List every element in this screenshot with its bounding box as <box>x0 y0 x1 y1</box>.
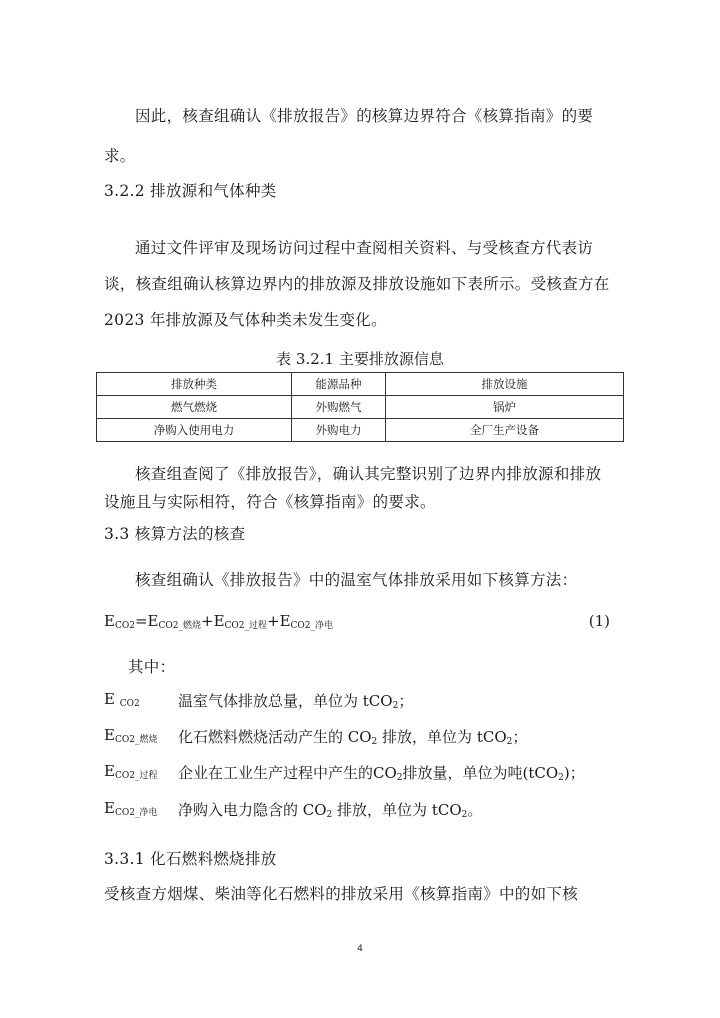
formula-symbol: E <box>279 612 291 630</box>
formula-subscript: CO2_燃烧 <box>158 621 201 631</box>
chemical-subscript: 2 <box>392 701 399 711</box>
formula-symbol: E <box>104 612 115 630</box>
section-heading-3-3-1: 3.3.1 化石燃料燃烧排放 <box>104 850 277 868</box>
table-header-cell: 排放种类 <box>97 373 292 396</box>
table-header-cell: 能源品种 <box>292 373 386 396</box>
chemical-subscript: 2 <box>326 810 333 820</box>
definition-symbol <box>104 690 140 709</box>
definition-text-part: ； <box>512 728 528 746</box>
table-cell: 锅炉 <box>386 396 624 419</box>
paragraph-verification-result: 核查组查阅了《排放报告》，确认其完整识别了边界内排放源和排放设施且与实际相符，符合《核算指南》的要求。 <box>104 465 602 511</box>
table-row <box>97 396 624 419</box>
formula-operator: = <box>134 612 148 630</box>
section-heading-3-3: 3.3 核算方法的核查 <box>104 525 246 543</box>
formula-subscript: CO2_过程 <box>224 621 268 631</box>
page-number: 4 <box>357 944 363 954</box>
paragraph-fossil-fuel: 受核查方烟煤、柴油等化石燃料的排放采用《核算指南》中的如下核 <box>104 885 579 903</box>
table-cell: 外购燃气 <box>292 396 386 419</box>
table-cell: 全厂生产设备 <box>386 419 624 442</box>
definition-text-part: ； <box>398 692 414 710</box>
chemical-subscript: 2 <box>396 773 403 783</box>
formula-operator: + <box>200 612 214 630</box>
table-cell: 燃气燃烧 <box>97 396 292 419</box>
definition-symbol <box>104 799 157 818</box>
definition-text-part: )； <box>563 764 585 782</box>
chemical-subscript: 2 <box>558 773 564 783</box>
emission-source-table <box>96 372 624 442</box>
chemical-subscript: 2 <box>461 810 468 820</box>
formula-symbol: E <box>104 799 115 817</box>
paragraph-boundary-conclusion: 因此，核查组确认《排放报告》的核算边界符合《核算指南》的要求。 <box>104 107 594 165</box>
formula-symbol: E <box>104 690 115 708</box>
formula-subscript: CO2_燃烧 <box>114 735 158 745</box>
formula-subscript: CO2_过程 <box>114 771 158 781</box>
table-header-cell: 排放设施 <box>386 373 624 396</box>
table-header-row <box>97 373 624 396</box>
formula-subscript: CO2_净电 <box>114 808 158 818</box>
definition-text-part: 排放，单位为 tCO <box>377 728 507 746</box>
paragraph-emission-sources: 通过文件评审及现场访问过程中查阅相关资料、与受核查方代表访谈，核查组确认核算边界内的排放源及排放设施如下表所示。受核查方在 2023 年排放源及气体种类未发生变化。 <box>104 239 610 329</box>
table-cell: 净购入使用电力 <box>97 419 292 442</box>
formula-symbol: E <box>104 762 115 780</box>
formula-symbol: E <box>104 726 115 744</box>
chemical-subscript: 2 <box>506 737 513 747</box>
where-label: 其中： <box>128 658 176 676</box>
definition-text <box>178 690 413 711</box>
definition-text-part: 净购入电力隐含的 CO <box>178 801 327 819</box>
formula-symbol: E <box>213 612 225 630</box>
definition-text-part: 企业在工业生产过程中产生的CO <box>178 764 397 782</box>
definition-text <box>178 799 482 820</box>
formula-symbol: E <box>147 612 159 630</box>
table-cell: 外购电力 <box>292 419 386 442</box>
formula-subscript: CO2 <box>114 621 135 631</box>
table-caption: 表 3.2.1 主要排放源信息 <box>276 350 444 368</box>
formula-subscript: CO2_净电 <box>290 621 334 631</box>
definition-text-part: 化石燃料燃烧活动产生的 CO <box>178 728 372 746</box>
definition-text <box>178 762 585 783</box>
definition-text-part: 排放量，单位为吨(tCO <box>402 764 559 782</box>
formula-subscript: CO2 <box>119 699 140 709</box>
formula-number: (1) <box>588 612 610 630</box>
definition-symbol <box>104 726 157 745</box>
definition-text-part: 温室气体排放总量，单位为 tCO <box>178 692 393 710</box>
chemical-subscript: 2 <box>371 737 378 747</box>
paragraph-method-intro: 核查组确认《排放报告》中的温室气体排放采用如下核算方法： <box>135 571 578 589</box>
definition-symbol <box>104 762 157 781</box>
definition-text-part: 。 <box>467 801 483 819</box>
definition-text <box>178 726 527 747</box>
section-heading-3-2-2: 3.2.2 排放源和气体种类 <box>104 182 277 200</box>
emission-formula <box>104 612 612 631</box>
table-row <box>97 419 624 442</box>
definition-text-part: 排放，单位为 tCO <box>332 801 462 819</box>
formula-operator: + <box>267 612 280 630</box>
